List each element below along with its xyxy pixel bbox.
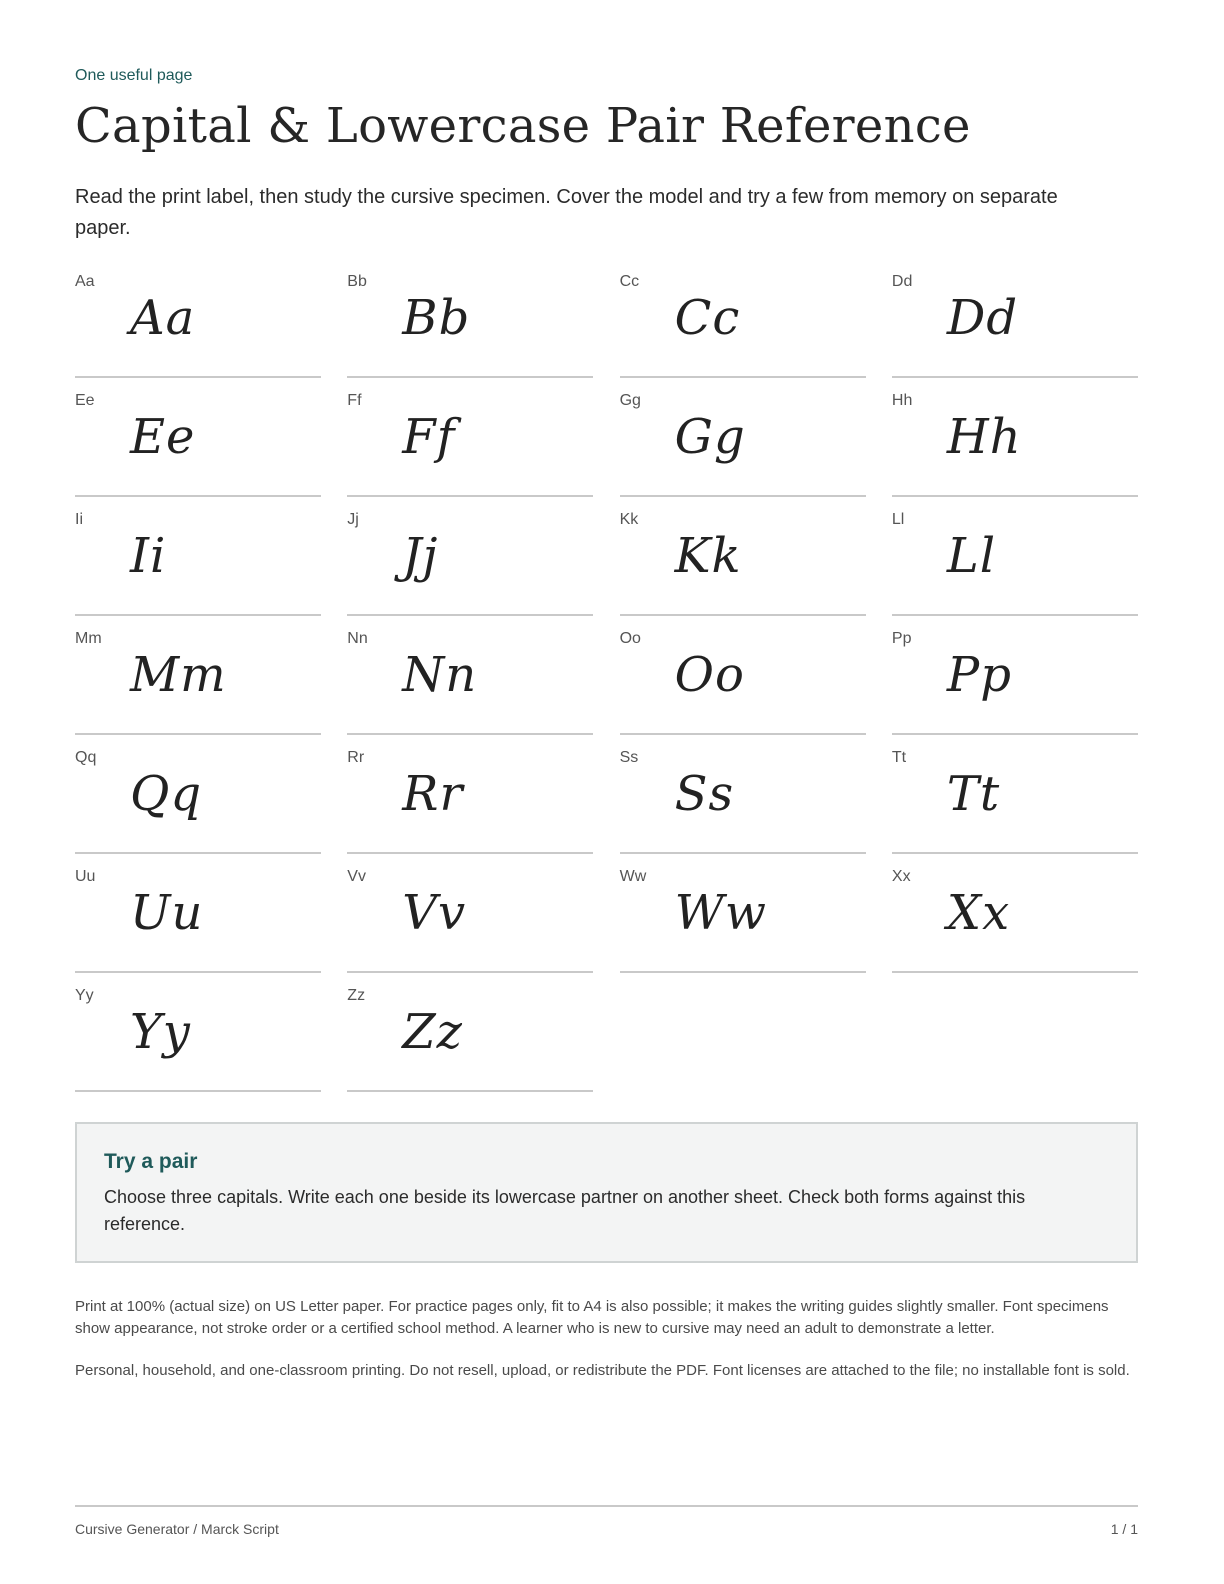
cursive-specimen: Cc — [674, 290, 741, 346]
cursive-specimen: Zz — [402, 1004, 463, 1060]
print-label: Uu — [75, 868, 96, 885]
cursive-specimen: Ll — [946, 528, 997, 584]
cursive-specimen: Nn — [402, 647, 478, 703]
cursive-specimen: Pp — [946, 647, 1012, 703]
cursive-specimen: Gg — [674, 409, 746, 465]
intro-text: Read the print label, then study the cursive specimen. Cover the model and try a few from memory on separate paper. — [75, 186, 1058, 239]
print-label: Aa — [75, 273, 95, 290]
letter-cell — [347, 748, 593, 854]
license-note: Personal, household, and one-classroom printing. Do not resell, upload, or redistribute the PDF. Font licenses are attached to the file; no installable font is sold. — [75, 1362, 1130, 1379]
letter-cell — [892, 272, 1138, 378]
letter-cell — [75, 510, 321, 616]
print-label: Rr — [347, 749, 365, 766]
letter-cell — [620, 629, 866, 735]
letter-cell — [347, 629, 593, 735]
print-label: Hh — [891, 392, 913, 409]
cursive-specimen: Aa — [130, 290, 196, 346]
cursive-specimen: Dd — [946, 290, 1019, 346]
print-label: Ss — [619, 749, 639, 766]
letter-cell — [620, 510, 866, 616]
page-title: Capital & Lowercase Pair Reference — [75, 98, 971, 154]
print-label: Nn — [347, 630, 368, 647]
letter-cell — [75, 391, 321, 497]
letter-cell — [347, 272, 593, 378]
print-label: Zz — [347, 987, 366, 1004]
print-label: Mm — [75, 630, 102, 647]
print-label: Oo — [619, 630, 641, 647]
cursive-specimen: Ww — [674, 885, 768, 941]
letter-cell — [75, 272, 321, 378]
cursive-specimen: Jj — [402, 528, 439, 584]
print-label: Gg — [619, 392, 641, 409]
print-label: Vv — [347, 868, 366, 885]
practice-title: Try a pair — [104, 1150, 198, 1173]
footer-divider — [75, 1505, 1138, 1507]
kicker: One useful page — [75, 67, 193, 84]
page-number: 1 / 1 — [1110, 1521, 1138, 1537]
letter-cell — [892, 748, 1138, 854]
letter-cell — [75, 986, 321, 1092]
print-label: Cc — [619, 273, 640, 290]
print-label: Bb — [347, 273, 367, 290]
letter-cell — [620, 391, 866, 497]
print-label: Jj — [347, 511, 359, 528]
letter-cell — [75, 748, 321, 854]
page — [75, 0, 1138, 1584]
cursive-specimen: Kk — [674, 528, 742, 584]
cursive-specimen: Ii — [130, 528, 167, 584]
letter-cell — [620, 867, 866, 973]
cursive-specimen: Yy — [130, 1004, 191, 1060]
print-label: Xx — [891, 868, 911, 885]
cursive-specimen: Xx — [946, 885, 1011, 941]
print-label: Kk — [619, 511, 639, 528]
print-label: Ee — [75, 392, 95, 409]
cursive-specimen: Bb — [402, 290, 471, 346]
cursive-specimen: Mm — [130, 647, 227, 703]
letter-cell — [75, 629, 321, 735]
letter-cell — [620, 272, 866, 378]
print-label: Pp — [891, 630, 912, 647]
letter-cell — [892, 391, 1138, 497]
print-label: Ff — [347, 392, 362, 409]
letter-cell — [892, 629, 1138, 735]
print-label: Qq — [75, 749, 97, 766]
cursive-specimen: Vv — [402, 885, 467, 941]
letter-cell — [620, 748, 866, 854]
print-label: Yy — [75, 987, 94, 1004]
print-label: Ii — [75, 511, 83, 528]
letter-cell — [892, 510, 1138, 616]
footer-source: Cursive Generator / Marck Script — [75, 1521, 279, 1537]
letter-cell — [347, 986, 593, 1092]
print-label: Ww — [619, 868, 647, 885]
cursive-specimen: Ee — [130, 409, 196, 465]
print-label: Dd — [891, 273, 913, 290]
print-note: Print at 100% (actual size) on US Letter paper. For practice pages only, fit to A4 is also possible; it makes the writing guides slightly smaller. Font specimens show appearance, not stroke order or a certified school method. A learner who is new to cursive may need an adult to demonstrate a letter. — [75, 1298, 1109, 1337]
cursive-specimen: Tt — [946, 766, 1001, 822]
cursive-specimen: Qq — [130, 766, 203, 822]
cursive-specimen: Uu — [130, 885, 204, 941]
letter-cell — [347, 391, 593, 497]
cursive-specimen: Ss — [674, 766, 735, 822]
letter-cell — [892, 867, 1138, 973]
letter-cell — [75, 867, 321, 973]
letter-grid — [75, 272, 1138, 1105]
letter-cell — [347, 867, 593, 973]
practice-text: Choose three capitals. Write each one beside its lowercase partner on another sheet. Check both forms against this reference. — [104, 1187, 1026, 1234]
letter-cell — [347, 510, 593, 616]
cursive-specimen: Hh — [946, 409, 1022, 465]
cursive-specimen: Oo — [674, 647, 745, 703]
print-label: Tt — [891, 749, 907, 766]
practice-box — [75, 1122, 1138, 1263]
cursive-specimen: Rr — [402, 766, 464, 822]
cursive-specimen: Ff — [402, 409, 456, 465]
print-label: Ll — [891, 511, 905, 528]
